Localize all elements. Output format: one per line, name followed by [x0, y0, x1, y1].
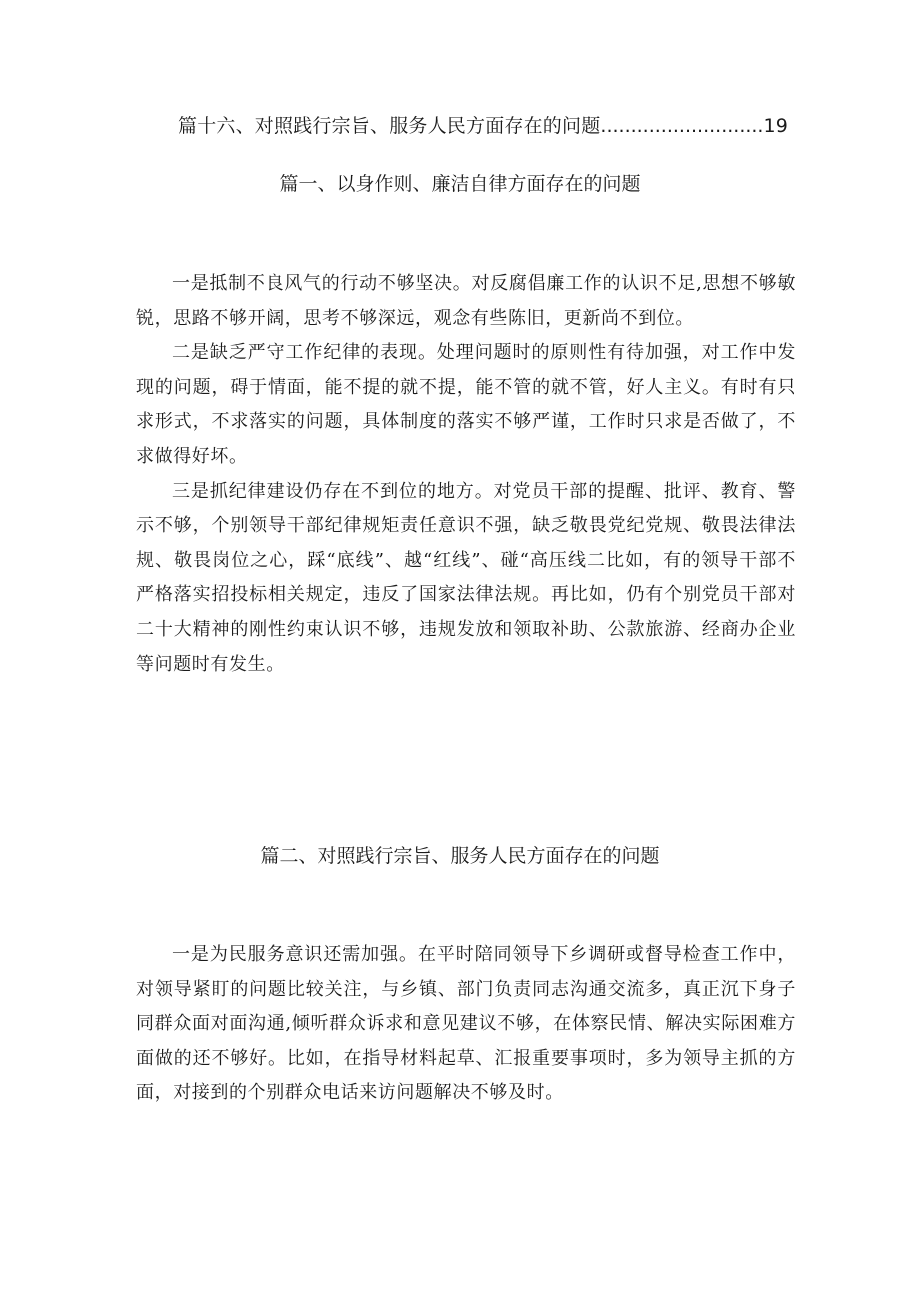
- paragraph: 一是抵制不良风气的行动不够坚决。对反腐倡廉工作的认识不足,思想不够敏锐，思路不够开阔，思考不够深远，观念有些陈旧，更新尚不到位。: [136, 273, 796, 329]
- toc-page-number: 19: [763, 115, 789, 137]
- section-2-body: [136, 938, 796, 1111]
- section-heading-1: 篇一、以身作则、廉洁自律方面存在的问题: [279, 173, 641, 195]
- toc-leader-dots: ...........................: [600, 115, 764, 137]
- toc-entry[interactable]: [178, 112, 789, 140]
- paragraph: 三是抓纪律建设仍存在不到位的地方。对党员干部的提醒、批评、教育、警示不够，个别领导干部纪律规矩责任意识不强，缺乏敬畏党纪党规、敬畏法律法规、敬畏岗位之心，踩“底线”、越“红线”、碰“高压线二比如，有的领导干部不严格落实招投标相关规定，违反了国家法律法规。再比如，仍有个别党员干部对二十大精神的刚性约束认识不够，违规发放和领取补助、公款旅游、经商办企业等问题时有发生。: [136, 480, 796, 675]
- paragraph: 二是缺乏严守工作纪律的表现。处理问题时的原则性有待加强，对工作中发现的问题，碍于情面，能不提的就不提，能不管的就不管，好人主义。有时有只求形式，不求落实的问题，具体制度的落实不够严谨，工作时只求是否做了，不求做得好坏。: [136, 342, 796, 467]
- toc-entry-title: 篇十六、对照践行宗旨、服务人民方面存在的问题: [178, 115, 601, 137]
- section-1-body: [136, 267, 796, 682]
- paragraph: 一是为民服务意识还需加强。在平时陪同领导下乡调研或督导检查工作中，对领导紧盯的问题比较关注，与乡镇、部门负责同志沟通交流多，真正沉下身子同群众面对面沟通,倾听群众诉求和意见建议不够，在体察民情、解决实际困难方面做的还不够好。比如，在指导材料起草、汇报重要事项时，多为领导主抓的方面，对接到的个别群众电话来访问题解决不够及时。: [136, 944, 796, 1104]
- section-heading-2: 篇二、对照践行宗旨、服务人民方面存在的问题: [260, 845, 660, 867]
